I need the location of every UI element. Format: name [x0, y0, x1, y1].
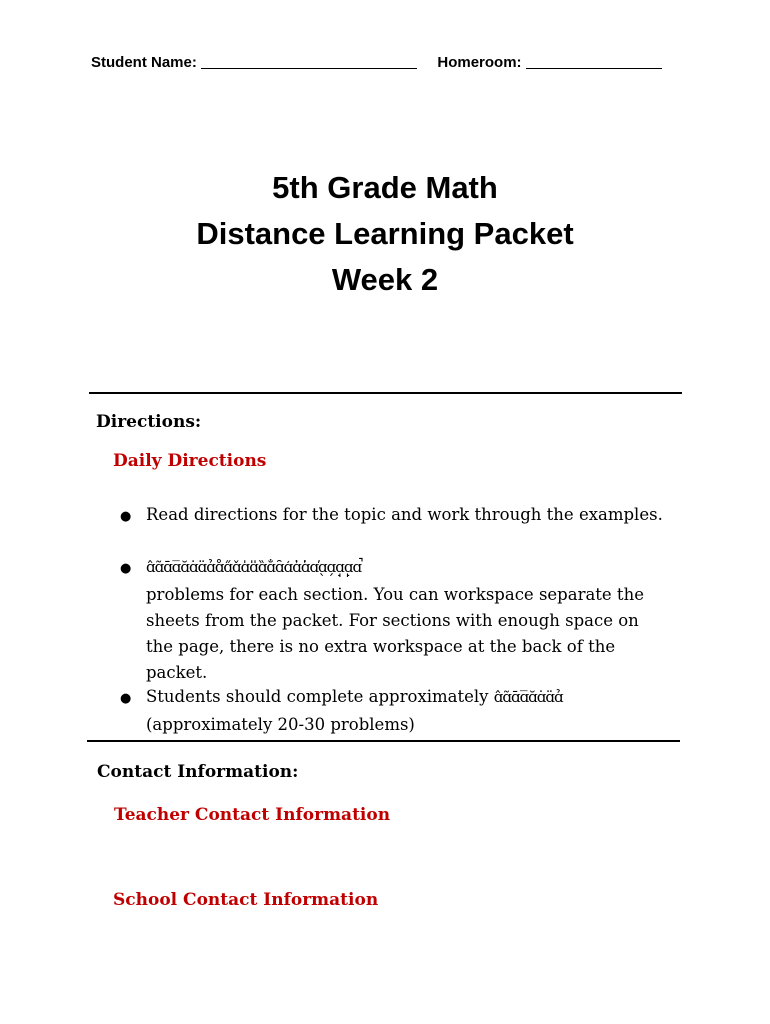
top-divider: [89, 392, 682, 394]
bullet-3-line: (approximately 20-30 problems): [146, 715, 415, 734]
bullet-2-line: sheets from the packet. For sections with enough space on: [146, 611, 639, 630]
directions-heading: Directions:: [96, 412, 202, 432]
title-line-1: 5th Grade Math: [272, 170, 498, 205]
direction-bullet-3: [120, 684, 690, 738]
daily-directions-heading: Daily Directions: [113, 451, 267, 471]
title-line-2: Distance Learning Packet: [196, 216, 574, 251]
bottom-divider: [87, 740, 680, 742]
student-name-label: Student Name:: [91, 54, 197, 71]
direction-bullet-2: [120, 554, 690, 686]
bullet-3-garbled-text: ɑ̂ɑ̃ɑ̄ɑ̅ɑ̆ɑ̇ɑ̈ɑ̉: [493, 688, 563, 706]
homeroom-label: Homeroom:: [437, 54, 522, 71]
bullet-2-line: packet.: [146, 663, 208, 682]
student-header: [91, 54, 691, 71]
bullet-2-garbled-text: ɑ̂ɑ̃ɑ̄ɑ̅ɑ̆ɑ̇ɑ̈ɑ̉ɑ̊ɑ̋ɑ̌ɑ̍ɑ̎ɑ̏ɑ̐ɑ̑ɑ̒ɑ̓ɑ̔ɑ̕ɑ̖ɑ̗ɑ̘ɑ̙ɑ̚: [146, 558, 362, 576]
title-line-3: Week 2: [331, 262, 439, 297]
bullet-2-line: the page, there is no extra workspace at the back of the: [146, 637, 616, 656]
school-contact-heading: School Contact Information: [113, 890, 379, 910]
bullet-2-line: problems for each section. You can workspace separate the: [146, 585, 644, 604]
bullet-marker: ●: [120, 691, 132, 706]
contact-heading: Contact Information:: [97, 762, 299, 782]
bullet-marker: ●: [120, 561, 132, 576]
page-title: [0, 165, 770, 303]
teacher-contact-heading: Teacher Contact Information: [114, 805, 391, 825]
homeroom-blank[interactable]: [526, 68, 662, 69]
bullet-3-text: Students should complete approximately: [146, 687, 489, 706]
student-name-blank[interactable]: [201, 68, 417, 69]
bullet-1-text: Read directions for the topic and work through the examples.: [146, 505, 663, 524]
direction-bullet-1: [120, 502, 690, 530]
bullet-marker: ●: [120, 509, 132, 524]
